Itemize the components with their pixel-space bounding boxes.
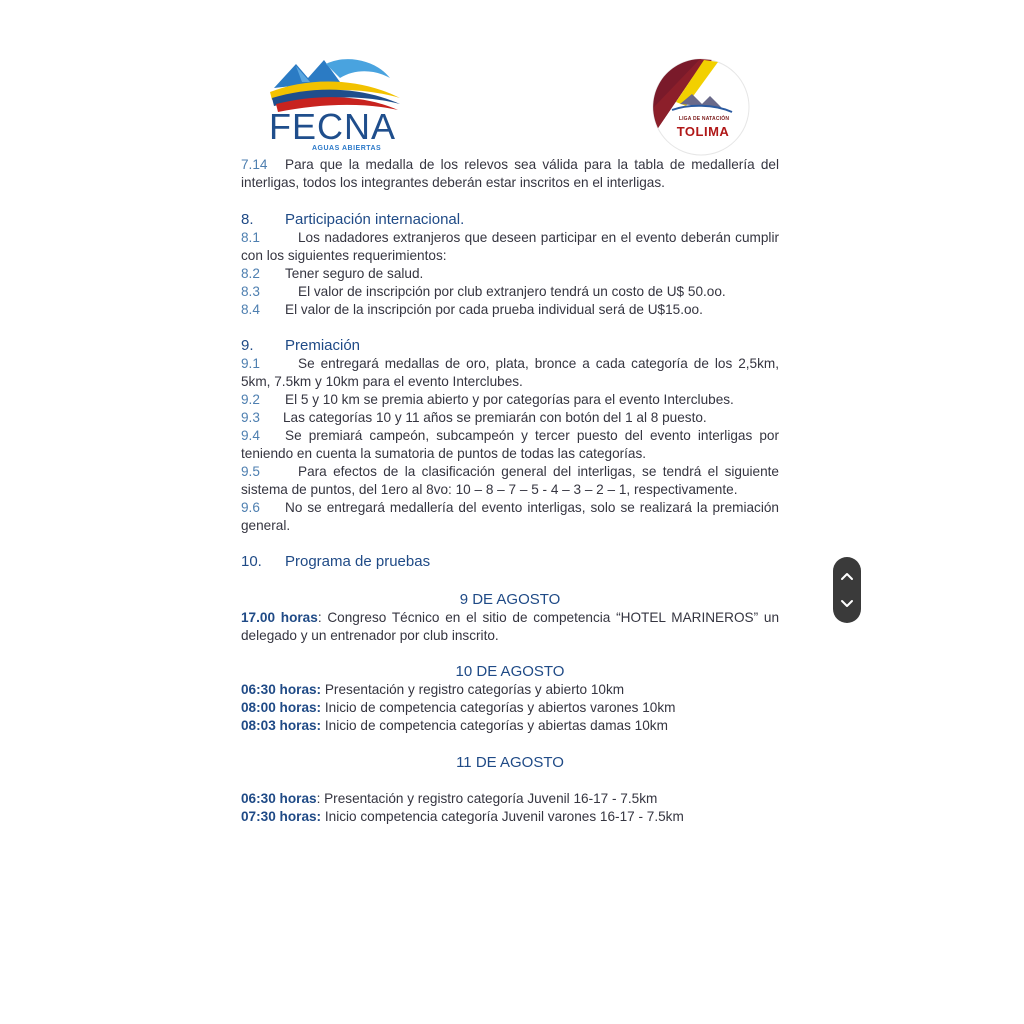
section-title: Premiación	[285, 337, 361, 354]
fecna-wordmark: FECNA	[269, 106, 397, 147]
schedule-entry	[241, 717, 779, 735]
section-9-heading	[241, 337, 779, 355]
fecna-subtitle: AGUAS ABIERTAS	[312, 145, 382, 152]
clause-text: El valor de la inscripción por cada prueba individual será de U$15.oo.	[285, 302, 703, 317]
schedule-time: 17.00 horas	[241, 610, 318, 625]
clause-number: 9.6	[241, 500, 260, 515]
schedule-time: 08:03 horas:	[241, 718, 322, 733]
schedule-entry	[241, 699, 779, 717]
schedule-text: : Presentación y registro categoría Juvenil 16-17 - 7.5km	[316, 791, 658, 806]
tolima-badge	[652, 58, 750, 156]
schedule-text: Congreso Técnico en el sitio de competencia “HOTEL MARINEROS” un delegado y un entrenador por club inscrito.	[241, 610, 780, 643]
clause-number: 9.1	[241, 356, 260, 371]
clause-text: Se entregará medallas de oro, plata, bronce a cada categoría de los 2,5km, 5km, 7.5km y 10km para el evento Interclubes.	[241, 356, 779, 389]
clause-8-3	[241, 283, 779, 301]
clause-number: 8.1	[241, 230, 260, 245]
clause-number: 9.2	[241, 392, 260, 407]
clause-7-14	[241, 156, 779, 192]
chevron-up-icon	[840, 571, 854, 581]
clause-9-4	[241, 427, 779, 463]
page-scroll-control	[833, 557, 861, 623]
clause-number: 8.4	[241, 302, 260, 317]
clause-8-1	[241, 229, 779, 265]
clause-text: Para efectos de la clasificación general del interligas, se tendrá el siguiente sistema de puntos, del 1ero al 8vo: 10 – 8 – 7 – 5 - 4 – 3 – 2 – 1, respectivamente.	[241, 464, 779, 497]
clause-number: 8.2	[241, 266, 260, 281]
clause-number: 7.14	[241, 157, 268, 172]
schedule-time: 08:00 horas:	[241, 700, 322, 715]
clause-text: El 5 y 10 km se premia abierto y por categorías para el evento Interclubes.	[285, 392, 734, 407]
clause-text: Se premiará campeón, subcampeón y tercer puesto del evento interligas por teniendo en cuenta la sumatoria de puntos de todas las categorías.	[241, 428, 779, 461]
schedule-separator: :	[317, 610, 322, 625]
schedule-time: 07:30 horas:	[241, 809, 322, 824]
tolima-logo	[652, 58, 750, 156]
schedule-text: Presentación y registro categorías y abierto 10km	[321, 682, 625, 697]
clause-9-1	[241, 355, 779, 391]
schedule-entry	[241, 808, 779, 826]
clause-text: Tener seguro de salud.	[285, 266, 424, 281]
clause-text: El valor de inscripción por club extranjero tendrá un costo de U$ 50.oo.	[298, 284, 726, 299]
clause-text: Los nadadores extranjeros que deseen participar en el evento deberán cumplir con los siguientes requerimientos:	[241, 230, 779, 263]
clause-8-4	[241, 301, 779, 319]
section-title: Participación internacional.	[285, 211, 465, 228]
schedule-text: Inicio de competencia categorías y abiertos varones 10km	[321, 700, 676, 715]
clause-9-3	[241, 409, 779, 427]
section-title: Programa de pruebas	[285, 553, 431, 570]
schedule-text: Inicio de competencia categorías y abiertas damas 10km	[321, 718, 668, 733]
schedule-entry	[241, 790, 779, 808]
schedule-entry	[241, 681, 779, 699]
section-number: 9.	[241, 337, 254, 354]
date-heading-11-agosto: 11 DE AGOSTO	[456, 754, 564, 771]
scroll-down-button[interactable]	[833, 589, 861, 619]
schedule-time: 06:30 horas	[241, 791, 317, 806]
clause-9-2	[241, 391, 779, 409]
schedule-entry	[241, 609, 779, 645]
chevron-down-icon	[840, 599, 854, 609]
schedule-text: Inicio competencia categoría Juvenil varones 16-17 - 7.5km	[321, 809, 684, 824]
clause-number: 9.5	[241, 464, 260, 479]
fecna-logo	[266, 56, 406, 160]
clause-8-2	[241, 265, 779, 283]
schedule-time: 06:30 horas:	[241, 682, 322, 697]
tolima-small-text: LIGA DE NATACIÓN	[678, 116, 730, 122]
section-number: 10.	[241, 553, 262, 570]
clause-number: 9.4	[241, 428, 260, 443]
document-content	[241, 156, 779, 826]
clause-text: Para que la medalla de los relevos sea válida para la tabla de medallería del interligas, todos los integrantes deberán estar inscritos en el interligas.	[241, 157, 779, 190]
date-heading-9-agosto: 9 DE AGOSTO	[459, 591, 561, 608]
section-8-heading	[241, 211, 779, 229]
tolima-wordmark: TOLIMA	[676, 124, 730, 139]
clause-9-5	[241, 463, 779, 499]
section-number: 8.	[241, 211, 254, 228]
clause-number: 8.3	[241, 284, 260, 299]
clause-text: Las categorías 10 y 11 años se premiarán con botón del 1 al 8 puesto.	[283, 410, 707, 425]
clause-number: 9.3	[241, 410, 260, 425]
section-10-heading	[241, 553, 779, 571]
scroll-up-button[interactable]	[833, 561, 861, 591]
date-heading-10-agosto: 10 DE AGOSTO	[455, 663, 565, 680]
clause-text: No se entregará medallería del evento interligas, solo se realizará la premiación general.	[241, 500, 779, 533]
clause-9-6	[241, 499, 779, 535]
